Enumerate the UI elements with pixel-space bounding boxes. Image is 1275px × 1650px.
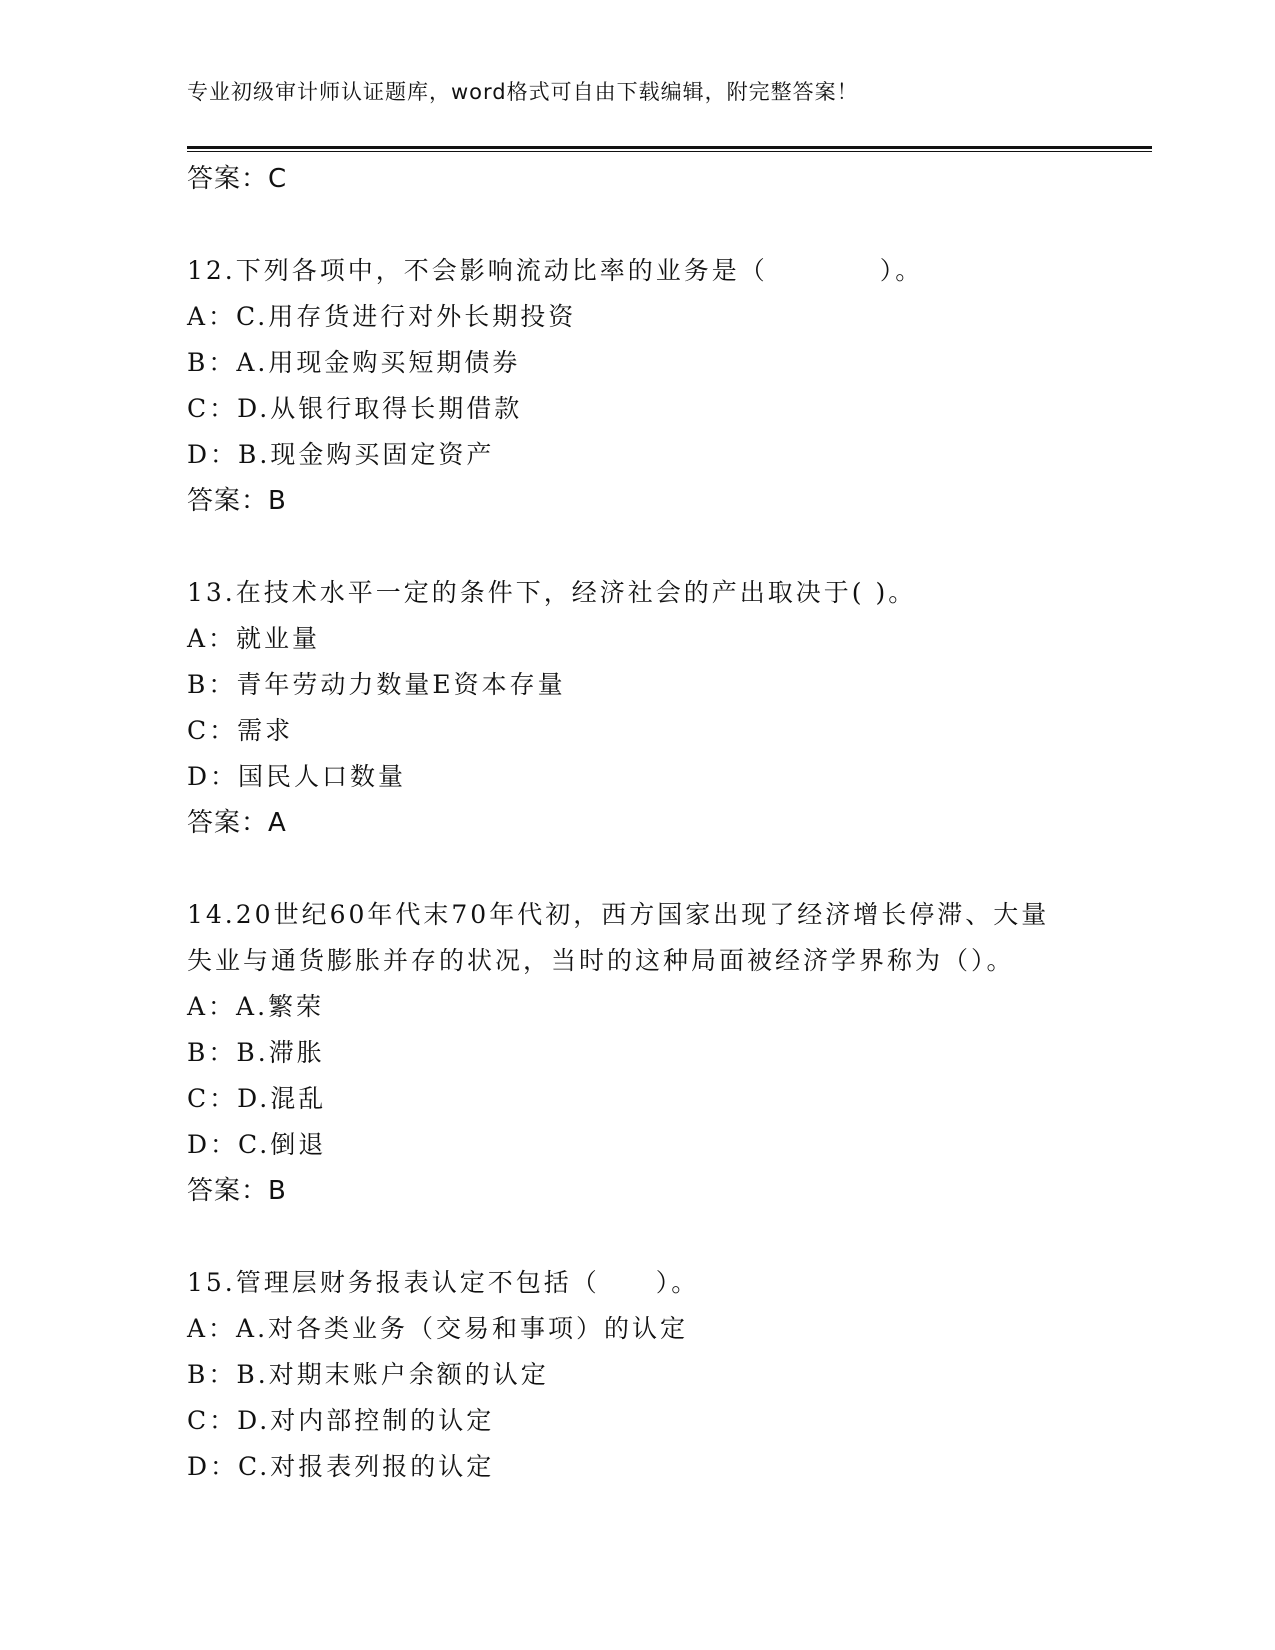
spacer	[187, 846, 1152, 892]
option-d: D：C.倒退	[187, 1130, 327, 1159]
option-a: A：A.对各类业务（交易和事项）的认定	[187, 1314, 689, 1343]
header-rule-thin	[187, 151, 1152, 152]
question-stem-line-2: 失业与通货膨胀并存的状况，当时的这种局面被经济学界称为（）。	[187, 946, 1015, 975]
spacer	[187, 1214, 1152, 1260]
answer-line: 答案：B	[187, 486, 287, 516]
option-d: D：B.现金购买固定资产	[187, 440, 495, 469]
answer-line: 答案：C	[187, 164, 288, 194]
question-stem: 15.管理层财务报表认定不包括（ ）。	[187, 1268, 700, 1297]
question-stem-line-1: 14.20世纪60年代末70年代初，西方国家出现了经济增长停滞、大量	[187, 900, 1050, 929]
header-rule-thick	[187, 146, 1152, 149]
option-c: C：需求	[187, 716, 294, 745]
option-c: C：D.从银行取得长期借款	[187, 394, 523, 423]
option-b: B：B.对期末账户余额的认定	[187, 1360, 549, 1389]
answer-line: 答案：B	[187, 1176, 287, 1206]
question-15	[187, 1260, 1152, 1490]
question-14	[187, 892, 1152, 1214]
question-content	[187, 156, 1152, 1490]
question-12	[187, 248, 1152, 524]
option-c: C：D.混乱	[187, 1084, 327, 1113]
answer-line: 答案：A	[187, 808, 287, 838]
question-stem: 12.下列各项中，不会影响流动比率的业务是（ ）。	[187, 256, 924, 285]
question-13	[187, 570, 1152, 846]
option-b: B：青年劳动力数量E资本存量	[187, 670, 566, 699]
option-d: D：C.对报表列报的认定	[187, 1452, 495, 1481]
spacer	[187, 202, 1152, 248]
option-a: A：C.用存货进行对外长期投资	[187, 302, 577, 331]
option-b: B：B.滞胀	[187, 1038, 325, 1067]
option-a: A：A.繁荣	[187, 992, 325, 1021]
spacer	[187, 524, 1152, 570]
option-b: B：A.用现金购买短期债券	[187, 348, 521, 377]
option-d: D：国民人口数量	[187, 762, 407, 791]
page-header: 专业初级审计师认证题库，word格式可自由下载编辑，附完整答案！	[187, 80, 859, 104]
option-a: A：就业量	[187, 624, 321, 653]
question-stem: 13.在技术水平一定的条件下，经济社会的产出取决于( )。	[187, 578, 917, 607]
option-c: C：D.对内部控制的认定	[187, 1406, 495, 1435]
